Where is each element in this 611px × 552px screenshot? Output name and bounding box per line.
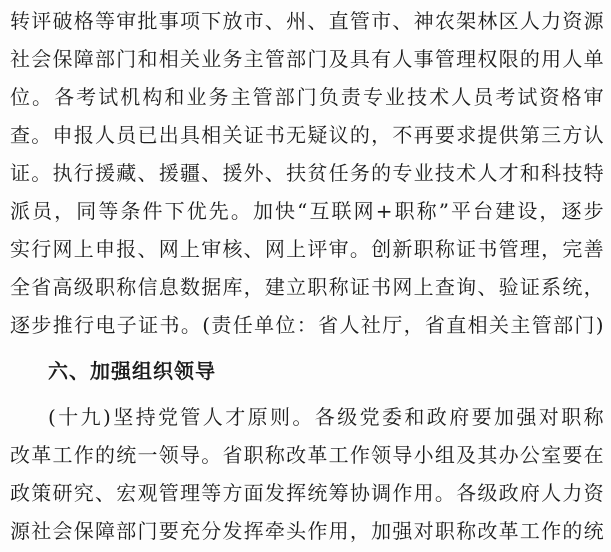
paragraph-line: 派员，同等条件下优先。加快“互联网+职称”平台建设，逐步 bbox=[10, 199, 604, 223]
paragraph-line: 逐步推行电子证书。(责任单位：省人社厅，省直相关主管部门) bbox=[10, 313, 604, 337]
paragraph-line: 实行网上申报、网上审核、网上评审。创新职称证书管理，完善 bbox=[10, 237, 604, 261]
paragraph-line: 转评破格等审批事项下放市、州、直管市、神农架林区人力资源 bbox=[10, 9, 604, 33]
section-heading: 六、加强组织领导 bbox=[48, 359, 216, 383]
paragraph-line: 证。执行援藏、援疆、援外、扶贫任务的专业技术人才和科技特 bbox=[10, 161, 604, 185]
paragraph-line: 社会保障部门和相关业务主管部门及具有人事管理权限的用人单 bbox=[10, 47, 604, 71]
paragraph-line: 查。申报人员已出具相关证书无疑议的，不再要求提供第三方认 bbox=[10, 123, 604, 147]
section-line: 源社会保障部门要充分发挥牵头作用，加强对职称改革工作的统 bbox=[10, 519, 604, 543]
section-line: 改革工作的统一领导。省职称改革工作领导小组及其办公室要在 bbox=[10, 443, 604, 467]
paragraph-line: 全省高级职称信息数据库，建立职称证书网上查询、验证系统， bbox=[10, 275, 604, 299]
paragraph-line: 位。各考试机构和业务主管部门负责专业技术人员考试资格审 bbox=[10, 85, 604, 109]
section-line: 政策研究、宏观管理等方面发挥统筹协调作用。各级政府人力资 bbox=[10, 481, 604, 505]
section-line: (十九)坚持党管人才原则。各级党委和政府要加强对职称 bbox=[48, 405, 604, 429]
